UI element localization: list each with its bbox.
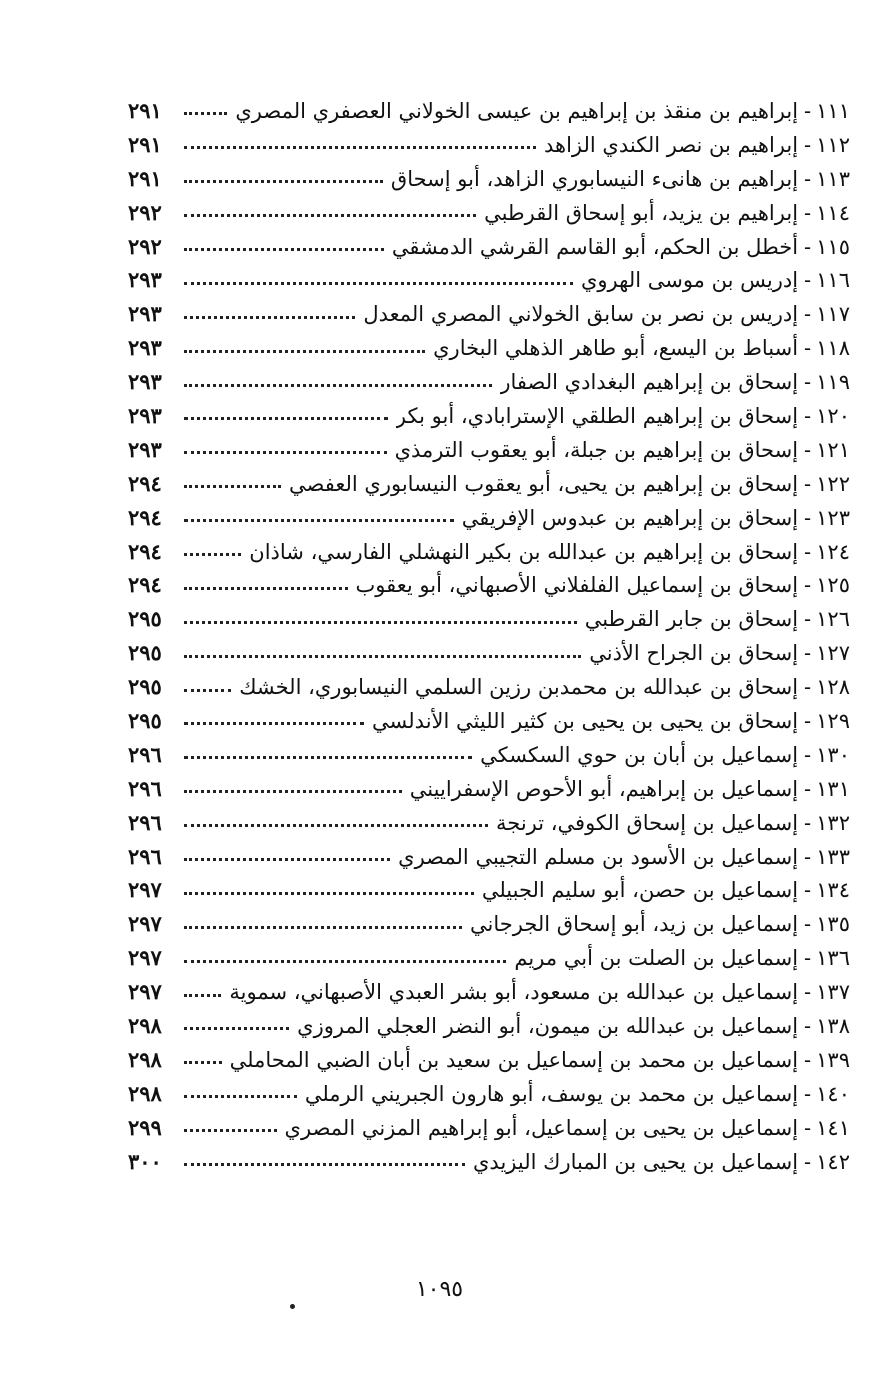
toc-entry [128, 1077, 850, 1111]
entry-number: ١٢٥ [816, 573, 850, 598]
dot-leader [184, 1157, 465, 1166]
entry-dash: - [804, 471, 812, 496]
entry-page-number: ٢٩٥ [128, 708, 162, 734]
entry-number: ١٢٣ [816, 505, 850, 530]
table-of-contents [128, 94, 850, 1179]
entry-page-number: ٢٩٤ [128, 538, 162, 564]
dot-leader [184, 954, 506, 963]
dot-leader [184, 649, 581, 658]
entry-title: إسماعيل بن عبدالله بن ميمون، أبو النضر العجلي المروزي [297, 1014, 799, 1039]
entry-title: إسحاق بن الجراح الأذني [589, 641, 799, 666]
entry-title: إسحاق بن إبراهيم الطلقي الإسترابادي، أبو بكر [395, 404, 799, 429]
toc-entry [128, 1145, 850, 1179]
entry-number: ١٢٢ [816, 471, 850, 496]
entry-page-number: ٢٩٦ [128, 809, 162, 835]
entry-number: ١١٢ [816, 132, 850, 157]
entry-number: ١١١ [816, 99, 850, 123]
toc-entry [128, 1043, 850, 1077]
entry-title: إدريس بن موسى الهروي [580, 268, 799, 293]
dot-leader [184, 716, 364, 725]
entry-number: ١٢٩ [816, 709, 850, 734]
entry-page-number: ٢٩٣ [128, 369, 162, 395]
entry-dash: - [804, 912, 812, 937]
dot-leader [184, 445, 387, 454]
dot-leader [184, 378, 492, 387]
toc-entry [128, 975, 850, 1009]
entry-dash: - [804, 1014, 812, 1039]
entry-title: إسماعيل بن يحيى بن المبارك اليزيدي [473, 1149, 799, 1174]
entry-page-number: ٢٩٤ [128, 470, 162, 496]
entry-title: إسحاق بن إبراهيم بن جبلة، أبو يعقوب الترمذي [394, 437, 799, 462]
entry-number: ١٣٨ [816, 1014, 850, 1039]
entry-number: ١١٤ [816, 200, 850, 225]
entry-number: ١٢٠ [816, 404, 850, 429]
entry-dash: - [804, 573, 812, 598]
entry-number: ١١٨ [816, 336, 850, 361]
page-number: ١٠٩٥ [415, 1277, 464, 1302]
entry-dash: - [804, 776, 812, 801]
entry-title: إسحاق بن إسماعيل الفلفلاني الأصبهاني، أبو يعقوب [355, 573, 799, 598]
entry-number: ١١٥ [816, 234, 850, 259]
page-mark-dot [290, 1304, 295, 1309]
dot-leader [184, 106, 227, 115]
entry-dash: - [804, 607, 812, 632]
entry-title: إسماعيل بن يحيى بن إسماعيل، أبو إبراهيم المزني المصري [284, 1115, 799, 1140]
entry-dash: - [804, 268, 812, 293]
dot-leader [184, 818, 488, 827]
entry-dash: - [804, 1081, 812, 1106]
entry-dash: - [804, 946, 812, 971]
entry-page-number: ٢٩٨ [128, 1046, 162, 1072]
entry-number: ١٢١ [816, 437, 850, 462]
entry-number: ١٣٧ [816, 980, 850, 1005]
entry-page-number: ٢٩٢ [128, 233, 162, 259]
dot-leader [184, 1021, 289, 1030]
toc-entry [128, 772, 850, 806]
toc-entry [128, 365, 850, 399]
toc-entry [128, 263, 850, 297]
toc-entry [128, 738, 850, 772]
entry-dash: - [804, 742, 812, 767]
toc-entry [128, 907, 850, 941]
dot-leader [184, 208, 476, 217]
entry-title: إسماعيل بن عبدالله بن مسعود، أبو بشر العبدي الأصبهاني، سموية [229, 980, 799, 1005]
dot-leader [184, 615, 577, 624]
toc-entry [128, 467, 850, 501]
dot-leader [184, 242, 384, 251]
entry-number: ١٣٣ [816, 844, 850, 869]
entry-dash: - [804, 99, 812, 123]
entry-dash: - [804, 1149, 812, 1174]
entry-number: ١٣٤ [816, 878, 850, 903]
entry-page-number: ٢٩٤ [128, 572, 162, 598]
toc-entry [128, 1111, 850, 1145]
entry-title: إسماعيل بن أبان بن حوي السكسكي [480, 742, 799, 767]
toc-entry [128, 840, 850, 874]
entry-title: إبراهيم بن هانىء النيسابوري الزاهد، أبو إسحاق [390, 166, 799, 191]
entry-title: إسماعيل بن محمد بن يوسف، أبو هارون الجبريني الرملي [304, 1081, 799, 1106]
entry-title: إدريس بن نصر بن سابق الخولاني المصري المعدل [363, 302, 799, 327]
entry-number: ١٤٠ [816, 1081, 850, 1106]
dot-leader [184, 1089, 297, 1098]
dot-leader [184, 344, 425, 353]
entry-dash: - [804, 844, 812, 869]
dot-leader [184, 784, 402, 793]
toc-entry [128, 162, 850, 196]
entry-number: ١٢٤ [816, 539, 850, 564]
entry-page-number: ٢٩٦ [128, 775, 162, 801]
toc-entry [128, 501, 850, 535]
entry-dash: - [804, 166, 812, 191]
entry-dash: - [804, 302, 812, 327]
dot-leader [184, 174, 383, 183]
entry-dash: - [804, 404, 812, 429]
dot-leader [184, 140, 536, 149]
entry-number: ١٣٥ [816, 912, 850, 937]
entry-title: إسماعيل بن إسحاق الكوفي، ترنجة [496, 810, 799, 835]
dot-leader [184, 310, 355, 319]
entry-number: ١٢٦ [816, 607, 850, 632]
toc-entry [128, 873, 850, 907]
entry-number: ١١٦ [816, 268, 850, 293]
toc-entry [128, 602, 850, 636]
entry-page-number: ٢٩٣ [128, 301, 162, 327]
entry-title: إسماعيل بن الصلت بن أبي مريم [514, 946, 799, 971]
entry-number: ١٣٢ [816, 810, 850, 835]
entry-page-number: ٢٩٧ [128, 945, 162, 971]
dot-leader [184, 750, 472, 759]
entry-title: أخطل بن الحكم، أبو القاسم القرشي الدمشقي [391, 234, 799, 259]
entry-dash: - [804, 200, 812, 225]
entry-title: إبراهيم بن نصر الكندي الزاهد [544, 132, 799, 157]
entry-title: إسماعيل بن الأسود بن مسلم التجيبي المصري [398, 844, 799, 869]
entry-page-number: ٣٠٠ [128, 1148, 162, 1174]
dot-leader [184, 886, 474, 895]
entry-page-number: ٢٩٣ [128, 267, 162, 293]
entry-page-number: ٢٩٨ [128, 1080, 162, 1106]
toc-entry [128, 433, 850, 467]
entry-title: إسماعيل بن زيد، أبو إسحاق الجرجاني [470, 912, 799, 937]
dot-leader [184, 411, 388, 420]
entry-dash: - [804, 132, 812, 157]
dot-leader [184, 547, 241, 556]
entry-title: إسحاق بن إبراهيم بن عبدوس الإفريقي [461, 505, 799, 530]
dot-leader [184, 581, 348, 590]
entry-dash: - [804, 878, 812, 903]
dot-leader [184, 479, 281, 488]
dot-leader [184, 1123, 277, 1132]
entry-dash: - [804, 980, 812, 1005]
toc-entry [128, 535, 850, 569]
entry-title: إسحاق بن عبدالله بن محمدبن رزين السلمي النيسابوري، الخشك [239, 675, 799, 700]
entry-number: ١٣٠ [816, 742, 850, 767]
entry-page-number: ٢٩٥ [128, 674, 162, 700]
dot-leader [184, 920, 462, 929]
entry-number: ١٣٦ [816, 946, 850, 971]
entry-dash: - [804, 370, 812, 395]
entry-page-number: ٢٩٧ [128, 911, 162, 937]
entry-page-number: ٢٩٨ [128, 1013, 162, 1039]
entry-title: إسماعيل بن محمد بن إسماعيل بن سعيد بن أبان الضبي المحاملي [229, 1047, 799, 1072]
toc-entry [128, 94, 850, 128]
dot-leader [184, 988, 221, 997]
entry-dash: - [804, 675, 812, 700]
entry-page-number: ٢٩٣ [128, 436, 162, 462]
toc-entry [128, 128, 850, 162]
entry-page-number: ٢٩٣ [128, 403, 162, 429]
entry-dash: - [804, 709, 812, 734]
entry-title: إبراهيم بن منقذ بن إبراهيم بن عيسى الخولاني العصفري المصري [235, 99, 799, 123]
entry-page-number: ٢٩١ [128, 165, 162, 191]
entry-dash: - [804, 1115, 812, 1140]
toc-entry [128, 941, 850, 975]
entry-page-number: ٢٩٧ [128, 877, 162, 903]
toc-entry [128, 670, 850, 704]
dot-leader [184, 852, 390, 861]
entry-number: ١٣١ [816, 776, 850, 801]
toc-entry [128, 399, 850, 433]
entry-number: ١٣٩ [816, 1047, 850, 1072]
entry-page-number: ٢٩٢ [128, 199, 162, 225]
toc-entry [128, 331, 850, 365]
entry-dash: - [804, 336, 812, 361]
dot-leader [184, 276, 573, 285]
entry-number: ١٤٢ [816, 1149, 850, 1174]
entry-title: إسحاق بن إبراهيم البغدادي الصفار [500, 370, 799, 395]
entry-number: ١٢٨ [816, 675, 850, 700]
toc-entry [128, 568, 850, 602]
entry-page-number: ٢٩١ [128, 98, 162, 123]
dot-leader [184, 683, 231, 692]
entry-page-number: ٢٩٦ [128, 843, 162, 869]
entry-dash: - [804, 1047, 812, 1072]
entry-page-number: ٢٩٥ [128, 606, 162, 632]
toc-entry [128, 704, 850, 738]
entry-number: ١٢٧ [816, 641, 850, 666]
entry-page-number: ٢٩٥ [128, 640, 162, 666]
toc-entry [128, 806, 850, 840]
entry-dash: - [804, 437, 812, 462]
toc-entry [128, 297, 850, 331]
entry-title: إسحاق بن يحيى بن يحيى بن كثير الليثي الأندلسي [372, 709, 799, 734]
entry-title: إبراهيم بن يزيد، أبو إسحاق القرطبي [484, 200, 799, 225]
entry-dash: - [804, 641, 812, 666]
entry-number: ١١٧ [816, 302, 850, 327]
entry-dash: - [804, 539, 812, 564]
entry-page-number: ٢٩٣ [128, 335, 162, 361]
entry-page-number: ٢٩٦ [128, 741, 162, 767]
entry-page-number: ٢٩٧ [128, 979, 162, 1005]
entry-title: إسحاق بن إبراهيم بن يحيى، أبو يعقوب النيسابوري العفصي [289, 471, 799, 496]
entry-page-number: ٢٩١ [128, 131, 162, 157]
entry-title: إسحاق بن جابر القرطبي [584, 607, 799, 632]
entry-title: أسباط بن اليسع، أبو طاهر الذهلي البخاري [433, 336, 799, 361]
entry-number: ١١٩ [816, 370, 850, 395]
entry-dash: - [804, 505, 812, 530]
toc-entry [128, 1009, 850, 1043]
dot-leader [184, 1055, 222, 1064]
entry-dash: - [804, 810, 812, 835]
entry-dash: - [804, 234, 812, 259]
toc-entry [128, 636, 850, 670]
entry-title: إسماعيل بن حصن، أبو سليم الجبيلي [481, 878, 799, 903]
entry-number: ١٤١ [816, 1115, 850, 1140]
entry-page-number: ٢٩٤ [128, 504, 162, 530]
entry-number: ١١٣ [816, 166, 850, 191]
entry-page-number: ٢٩٩ [128, 1114, 162, 1140]
entry-title: إسحاق بن إبراهيم بن عبدالله بن بكير النهشلي الفارسي، شاذان [249, 539, 799, 564]
dot-leader [184, 513, 454, 522]
toc-entry [128, 230, 850, 264]
toc-entry [128, 196, 850, 230]
entry-title: إسماعيل بن إبراهيم، أبو الأحوص الإسفراييني [409, 776, 799, 801]
